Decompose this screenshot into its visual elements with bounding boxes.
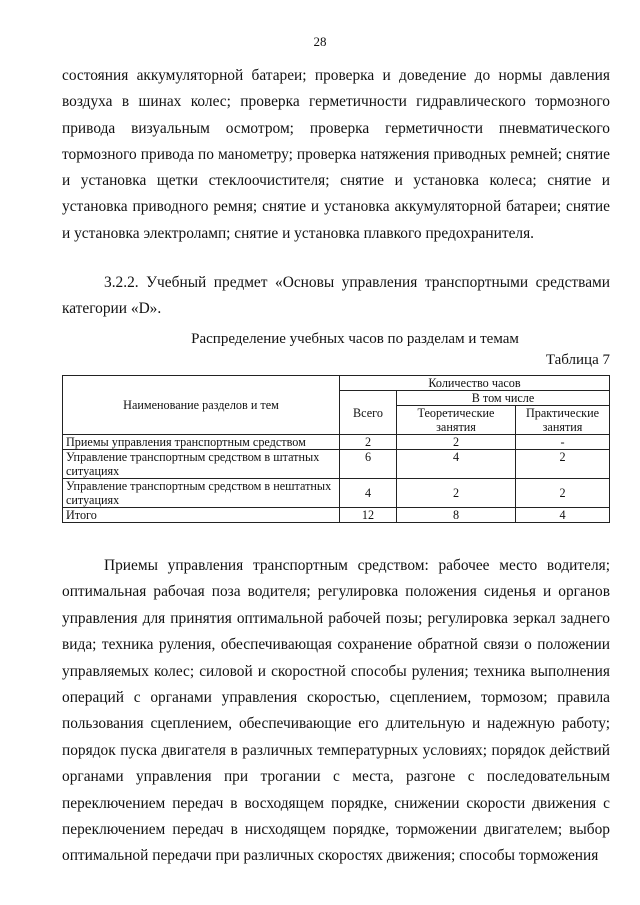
row-total: 4 [340, 479, 397, 508]
table-row [63, 450, 610, 479]
total-total: 12 [340, 508, 397, 523]
header-practice: Практические занятия [516, 406, 610, 435]
header-including: В том числе [397, 391, 610, 406]
row-total: 6 [340, 450, 397, 479]
total-practice: 4 [516, 508, 610, 523]
section-heading: 3.2.2. Учебный предмет «Основы управления транспортными средствами категории «D». [62, 274, 610, 318]
page-number: 28 [313, 34, 327, 49]
header-total: Всего [340, 391, 397, 435]
header-hours: Количество часов [340, 376, 610, 391]
row-theory: 2 [397, 435, 516, 450]
header-name: Наименование разделов и тем [63, 376, 340, 435]
hours-table [62, 375, 610, 523]
table-row [63, 479, 610, 508]
row-name: Управление транспортным средством в штатных ситуациях [63, 450, 340, 479]
row-name: Управление транспортным средством в нештатных ситуациях [63, 479, 340, 508]
table-total-row [63, 508, 610, 523]
header-theory: Теоретические занятия [397, 406, 516, 435]
row-practice: 2 [516, 450, 610, 479]
table-row [63, 435, 610, 450]
body-paragraph: Приемы управления транспортным средством: рабочее место водителя; оптимальная рабочая поза водителя; регулировка положения сиденья и органов управления для принятия оптимальной рабочей позы; регулировка зеркал заднего вида; техника руления, обеспечивающая сохранение обратной связи о положении управляемых колес; силовой и скоростной способы руления; техника выполнения операций с органами управления скоростью, сцеплением, тормозом; правила пользования сцеплением, обеспечивающие его длительную и надежную работу; порядок пуска двигателя в различных температурных условиях; порядок действий органами управления при трогании с места, разгоне с последовательным переключением передач в восходящем порядке, снижении скорости движения с переключением передач в нисходящем порядке, торможении двигателем; выбор оптимальной передачи при различных скоростях движения; способы торможения [62, 557, 610, 865]
row-practice: 2 [516, 479, 610, 508]
row-name: Приемы управления транспортным средством [63, 435, 340, 450]
total-theory: 8 [397, 508, 516, 523]
row-total: 2 [340, 435, 397, 450]
total-name: Итого [63, 508, 340, 523]
row-theory: 4 [397, 450, 516, 479]
table-caption: Распределение учебных часов по разделам и темам [191, 331, 519, 347]
table-label: Таблица 7 [545, 352, 610, 368]
intro-paragraph: состояния аккумуляторной батареи; проверка и доведение до нормы давления воздуха в шинах колес; проверка герметичности гидравлического тормозного привода визуальным осмотром; проверка герметичности пневматического тормозного привода по манометру; проверка натяжения приводных ремней; снятие и установка щетки стеклоочистителя; снятие и установка колеса; снятие и установка приводного ремня; снятие и установка аккумуляторной батареи; снятие и установка электроламп; снятие и установка плавкого предохранителя. [62, 67, 610, 242]
row-practice: - [516, 435, 610, 450]
row-theory: 2 [397, 479, 516, 508]
